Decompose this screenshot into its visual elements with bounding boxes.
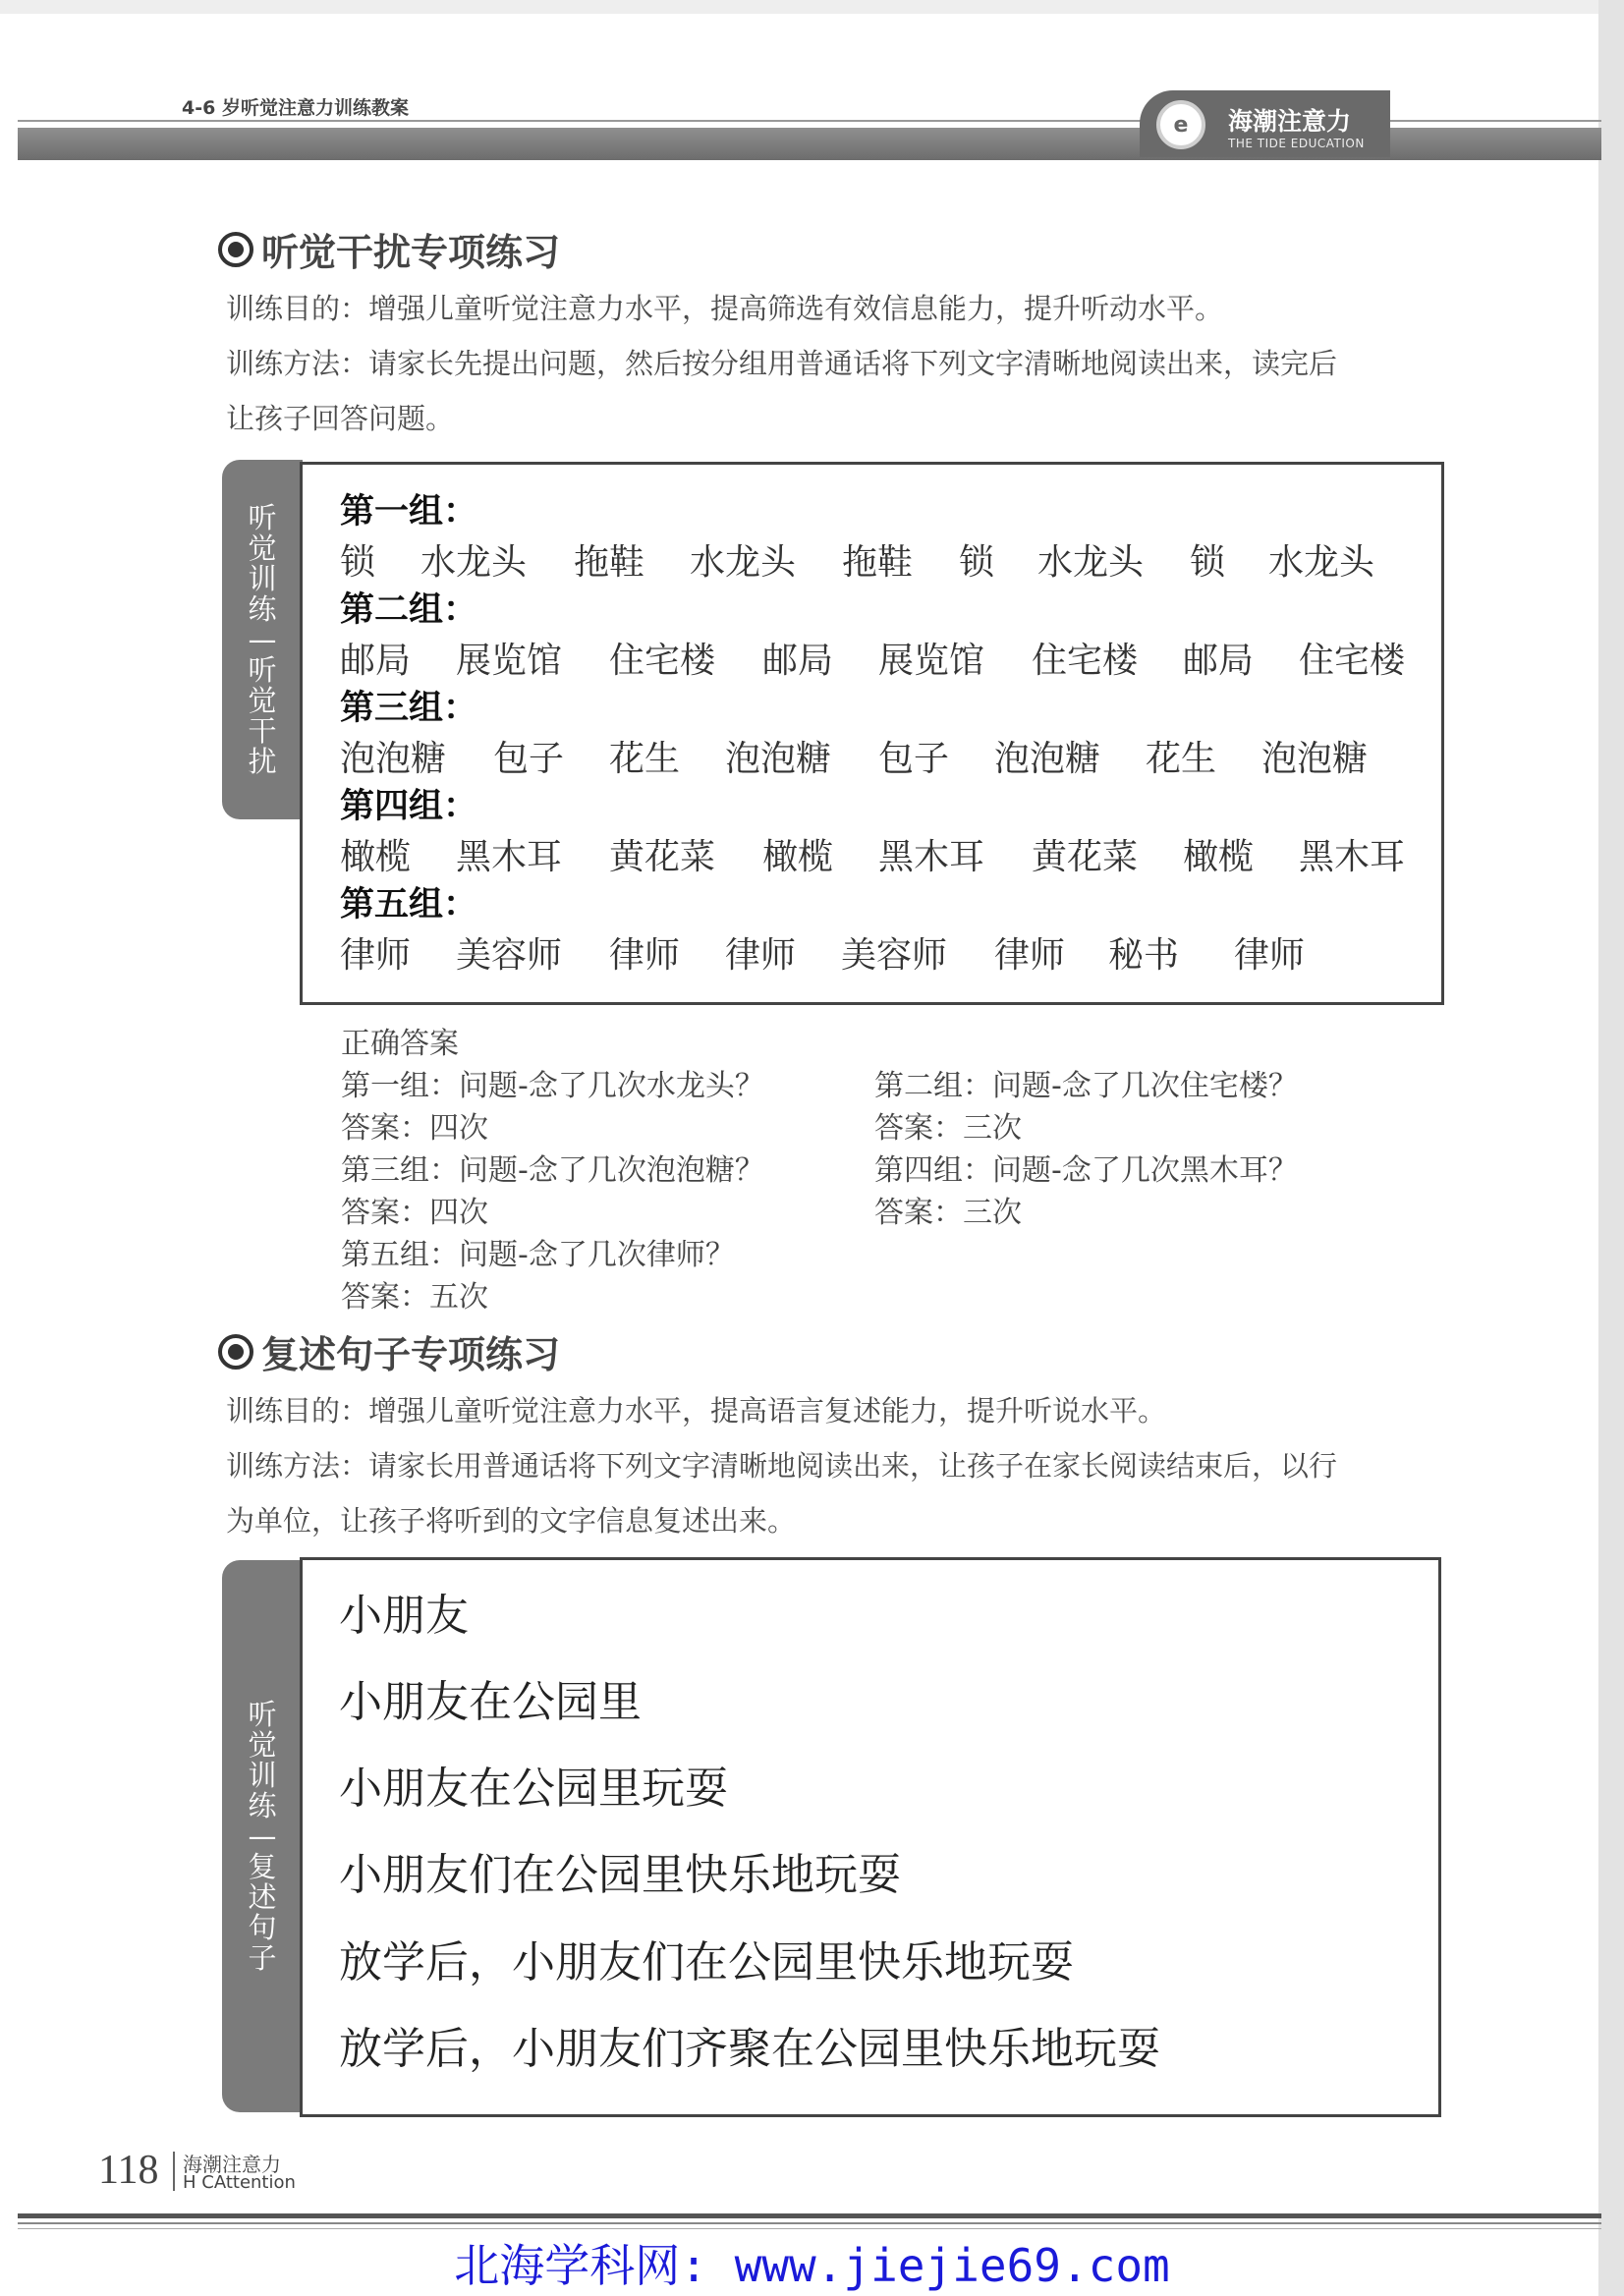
answer-group-5-question: 第五组：问题-念了几次律师？ [341,1238,735,1272]
page-right-edge [1598,0,1624,2296]
brand-subtitle: THE TIDE EDUCATION [1228,137,1365,150]
word-item: 美容师 [456,935,563,976]
word-item: 展览馆 [456,641,563,681]
brand-name: 海潮注意力 [1228,107,1352,136]
word-item: 黑木耳 [456,837,563,877]
brand-logo-icon: e [1156,100,1205,149]
answer-group-3-question: 第三组：问题-念了几次泡泡糖？ [341,1153,764,1188]
footer-divider [173,2152,175,2191]
word-item: 展览馆 [878,641,985,681]
word-item: 泡泡糖 [340,739,447,779]
word-item: 包子 [878,739,950,779]
training-method-2-line-1: 训练方法：请家长用普通话将下列文字清晰地阅读出来，让孩子在家长阅读结束后，以行 [226,1449,1338,1483]
radio-bullet-icon [218,1334,253,1370]
answer-group-1-question: 第一组：问题-念了几次水龙头？ [341,1069,764,1103]
word-item: 包子 [493,739,565,779]
word-item: 律师 [1234,935,1306,976]
word-item: 秘书 [1108,935,1180,976]
section-title-text: 听觉干扰专项练习 [261,230,561,274]
answer-group-2-answer: 答案：三次 [874,1111,1022,1146]
word-item: 水龙头 [690,542,797,583]
group-heading-2: 第二组： [340,590,478,630]
training-purpose: 训练目的：增强儿童听觉注意力水平，提高筛选有效信息能力，提升听动水平。 [226,292,1224,325]
section-title-text: 复述句子专项练习 [261,1332,561,1376]
word-item: 律师 [340,935,412,976]
sentence-2: 小朋友在公园里 [339,1677,642,1727]
side-tab-sentence-retelling: 听 觉 训 练 — 复 述 句 子 [222,1560,303,2112]
watermark-link[interactable]: 北海学科网: www.jiejie69.com [454,2239,1170,2292]
answer-group-5-answer: 答案：五次 [341,1280,488,1315]
word-item: 锁 [1190,542,1226,583]
page-top-edge [0,0,1624,14]
word-item: 橄榄 [340,837,412,877]
word-item: 住宅楼 [609,641,716,681]
word-item: 黄花菜 [1032,837,1139,877]
word-item: 律师 [725,935,797,976]
footer-brand-en: H CAttention [183,2172,296,2193]
word-item: 黄花菜 [609,837,716,877]
word-item: 花生 [609,739,681,779]
answers-title: 正确答案 [341,1027,459,1061]
section-title-sentence-retelling [218,1324,560,1378]
word-item: 住宅楼 [1032,641,1139,681]
answer-group-1-answer: 答案：四次 [341,1111,488,1146]
word-item: 泡泡糖 [1261,739,1369,779]
word-item: 泡泡糖 [994,739,1101,779]
page-number: 118 [98,2148,159,2193]
word-item: 黑木耳 [1299,837,1406,877]
group-heading-3: 第三组： [340,689,478,728]
word-item: 律师 [609,935,681,976]
group-heading-4: 第四组： [340,787,478,826]
word-item: 锁 [959,542,995,583]
answer-group-2-question: 第二组：问题-念了几次住宅楼？ [874,1069,1298,1103]
word-item: 邮局 [1183,641,1255,681]
answer-group-4-answer: 答案：三次 [874,1196,1022,1230]
sentence-3: 小朋友在公园里玩耍 [339,1764,728,1814]
word-item: 橄榄 [762,837,834,877]
side-tab-listening-interference: 听 觉 训 练 — 听 觉 干 扰 [222,460,303,819]
word-item: 泡泡糖 [725,739,832,779]
group-heading-1: 第一组： [340,492,478,532]
training-method-line-1: 训练方法：请家长先提出问题，然后按分组用普通话将下列文字清晰地阅读出来，读完后 [226,347,1338,380]
footer-rule [18,2222,1601,2224]
section-title-listening-interference [218,222,560,276]
training-method-line-2: 让孩子回答问题。 [226,402,455,435]
word-item: 水龙头 [1268,542,1375,583]
word-item: 黑木耳 [878,837,985,877]
footer-brand-cn: 海潮注意力 [183,2153,281,2176]
answer-group-4-question: 第四组：问题-念了几次黑木耳？ [874,1153,1298,1188]
sentence-6: 放学后，小朋友们齐聚在公园里快乐地玩耍 [339,2024,1160,2074]
sentence-4: 小朋友们在公园里快乐地玩耍 [339,1850,901,1900]
footer-rule [18,2213,1601,2218]
word-item: 邮局 [762,641,834,681]
word-item: 美容师 [841,935,948,976]
word-item: 橄榄 [1183,837,1255,877]
sentence-5: 放学后，小朋友们在公园里快乐地玩耍 [339,1937,1074,1988]
group-heading-5: 第五组： [340,885,478,924]
word-item: 拖鞋 [842,542,914,583]
radio-bullet-icon [218,232,253,267]
word-item: 律师 [994,935,1066,976]
footer-rule [18,2228,1601,2229]
header-title: 4-6 岁听觉注意力训练教案 [182,97,409,119]
answer-group-3-answer: 答案：四次 [341,1196,488,1230]
word-item: 水龙头 [1037,542,1145,583]
word-item: 住宅楼 [1299,641,1406,681]
word-item: 锁 [340,542,376,583]
word-item: 水龙头 [420,542,528,583]
word-item: 花生 [1146,739,1217,779]
training-method-2-line-2: 为单位，让孩子将听到的文字信息复述出来。 [226,1504,797,1538]
word-item: 邮局 [340,641,412,681]
training-purpose-2: 训练目的：增强儿童听觉注意力水平，提高语言复述能力，提升听说水平。 [226,1394,1167,1428]
sentence-1: 小朋友 [339,1591,469,1641]
word-item: 拖鞋 [574,542,645,583]
